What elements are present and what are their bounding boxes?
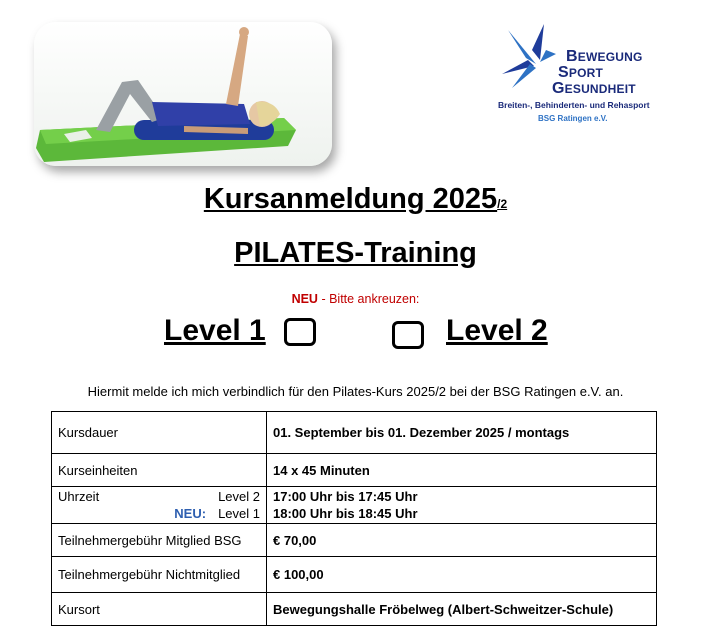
table-row <box>52 412 657 454</box>
kursdauer-value: 01. September bis 01. Dezember 2025 / montags <box>267 412 657 454</box>
page-title <box>0 183 711 216</box>
hint-text: - Bitte ankreuzen: <box>317 292 420 306</box>
uhrzeit-level1-value: 18:00 Uhr bis 18:45 Uhr <box>273 506 418 521</box>
kursort-value: Bewegungshalle Fröbelweg (Albert-Schweitzer-Schule) <box>267 593 657 626</box>
uhrzeit-cell <box>52 487 267 524</box>
kurseinheiten-value: 14 x 45 Minuten <box>267 454 657 487</box>
logo-word-sport: SPORT <box>558 64 604 81</box>
uhrzeit-row-2 <box>58 505 260 522</box>
kurseinheiten-label: Kurseinheiten <box>52 454 267 487</box>
title-text: Kursanmeldung 2025 <box>203 183 498 215</box>
logo-club-name: BSG Ratingen e.V. <box>538 114 608 123</box>
table-row <box>52 487 657 524</box>
table-row <box>52 557 657 593</box>
level-1-checkbox[interactable] <box>284 318 316 346</box>
uhrzeit-values <box>267 487 657 524</box>
logo-word-bewegung: BEWEGUNG <box>566 48 643 65</box>
title-suffix: /2 <box>497 197 508 211</box>
kursort-label: Kursort <box>52 593 267 626</box>
level-1-label: Level 1 <box>164 314 266 347</box>
uhrzeit-neu-label: NEU: <box>174 506 207 521</box>
gebuehr-mitglied-value: € 70,00 <box>267 524 657 557</box>
gebuehr-nichtmitglied-label: Teilnehmergebühr Nichtmitglied <box>52 557 267 593</box>
neu-hint <box>0 292 711 306</box>
kursdauer-label: Kursdauer <box>52 412 267 454</box>
course-title: PILATES-Training <box>234 237 477 269</box>
table-row <box>52 524 657 557</box>
logo-word-gesundheit: GESUNDHEIT <box>552 80 636 97</box>
course-info-table <box>51 411 657 626</box>
intro-text: Hiermit melde ich mich verbindlich für den Pilates-Kurs 2025/2 bei der BSG Ratingen e.V. an. <box>87 384 624 399</box>
bsg-logo <box>496 20 650 130</box>
pilates-photo <box>34 22 332 166</box>
level-2-label: Level 2 <box>446 314 548 347</box>
table-row <box>52 454 657 487</box>
uhrzeit-label: Uhrzeit <box>58 489 100 504</box>
uhrzeit-level2-label: Level 2 <box>218 489 260 504</box>
pilates-illustration <box>34 22 332 166</box>
uhrzeit-level1-label: Level 1 <box>218 506 260 521</box>
logo-subtitle: Breiten-, Behinderten- und Rehasport <box>498 100 650 110</box>
level-2-checkbox[interactable] <box>392 321 424 349</box>
table-row <box>52 593 657 626</box>
gebuehr-mitglied-label: Teilnehmergebühr Mitglied BSG <box>52 524 267 557</box>
uhrzeit-row-1 <box>58 488 260 505</box>
neu-label: NEU <box>291 292 318 306</box>
gebuehr-nichtmitglied-value: € 100,00 <box>267 557 657 593</box>
uhrzeit-level2-value: 17:00 Uhr bis 17:45 Uhr <box>273 489 418 504</box>
